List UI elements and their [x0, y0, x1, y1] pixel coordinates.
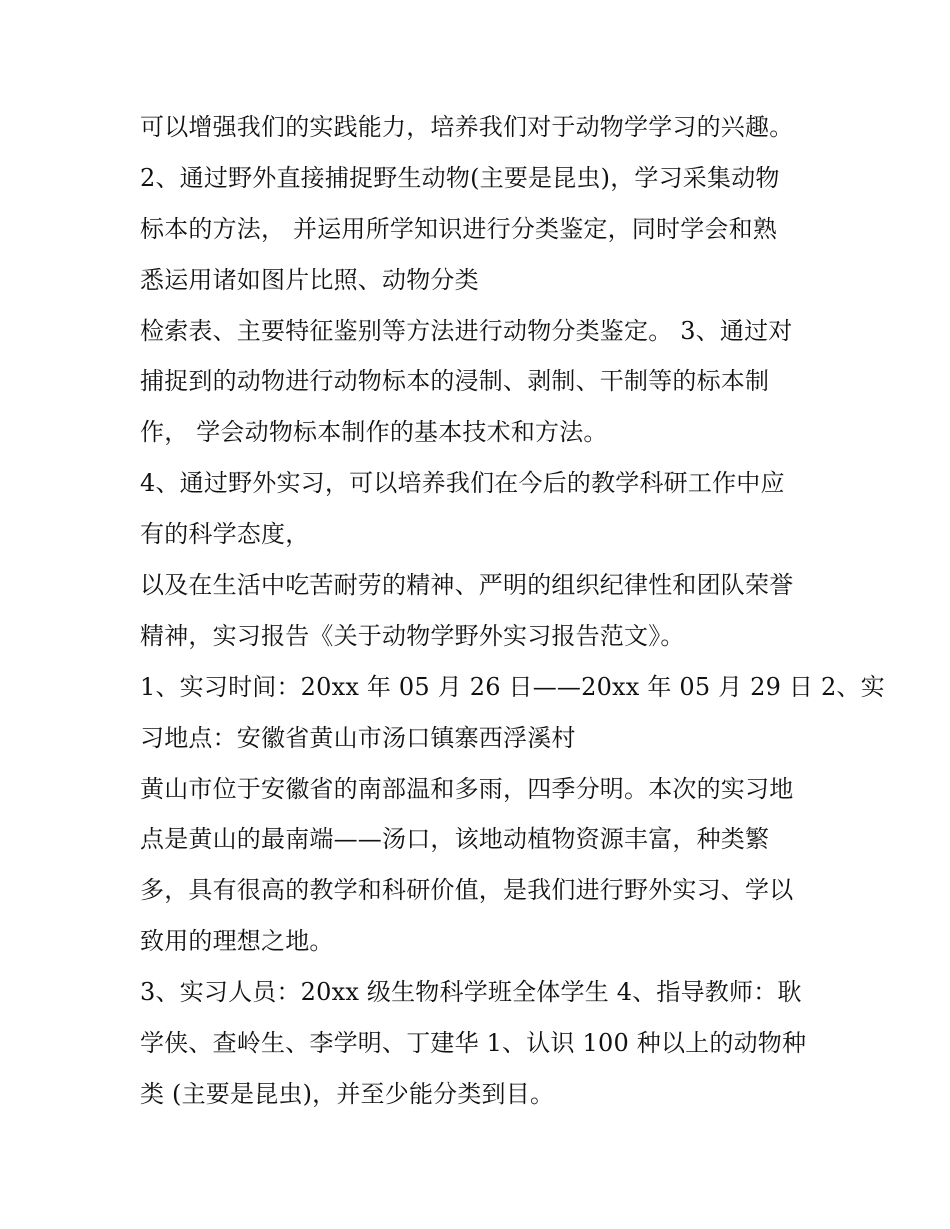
text-line: 4、通过野外实习，可以培养我们在今后的教学科研工作中应	[140, 469, 785, 498]
text-line: 习地点：安徽省黄山市汤口镇寨西浮溪村	[140, 723, 576, 752]
text-line: 作， 学会动物标本制作的基本技术和方法。	[140, 418, 608, 447]
text-line: 检索表、主要特征鉴别等方法进行动物分类鉴定。 3、通过对	[140, 316, 793, 345]
text-line: 3、实习人员：20xx 级生物科学班全体学生 4、指导教师：耿	[140, 978, 802, 1007]
text-line: 可以增强我们的实践能力，培养我们对于动物学学习的兴趣。	[140, 113, 794, 141]
text-line: 精神，实习报告《关于动物学野外实习报告范文》。	[140, 621, 685, 650]
text-line: 多，具有很高的教学和科研价值，是我们进行野外实习、学以	[140, 876, 794, 905]
text-line: 黄山市位于安徽省的南部温和多雨，四季分明。本次的实习地	[140, 774, 794, 803]
text-line: 1、实习时间：20xx 年 05 月 26 日——20xx 年 05 月 29 日 2、实	[140, 672, 885, 701]
text-line: 学侠、查岭生、李学明、丁建华 1、认识 100 种以上的动物种	[140, 1029, 807, 1058]
text-line: 悉运用诸如图片比照、动物分类	[140, 265, 479, 294]
text-line: 致用的理想之地。	[140, 927, 334, 956]
text-line: 标本的方法， 并运用所学知识进行分类鉴定，同时学会和熟	[140, 214, 778, 243]
text-line: 2、通过野外直接捕捉野生动物(主要是昆虫)，学习采集动物	[140, 163, 780, 192]
text-line: 类 (主要是昆虫)，并至少能分类到目。	[140, 1079, 555, 1108]
text-line: 有的科学态度，	[140, 520, 310, 549]
text-line: 以及在生活中吃苦耐劳的精神、严明的组织纪律性和团队荣誉	[140, 571, 794, 600]
document-page	[140, 102, 885, 1120]
text-line: 点是黄山的最南端——汤口，该地动植物资源丰富，种类繁	[140, 825, 770, 854]
text-line: 捕捉到的动物进行动物标本的浸制、剥制、干制等的标本制	[140, 367, 770, 396]
